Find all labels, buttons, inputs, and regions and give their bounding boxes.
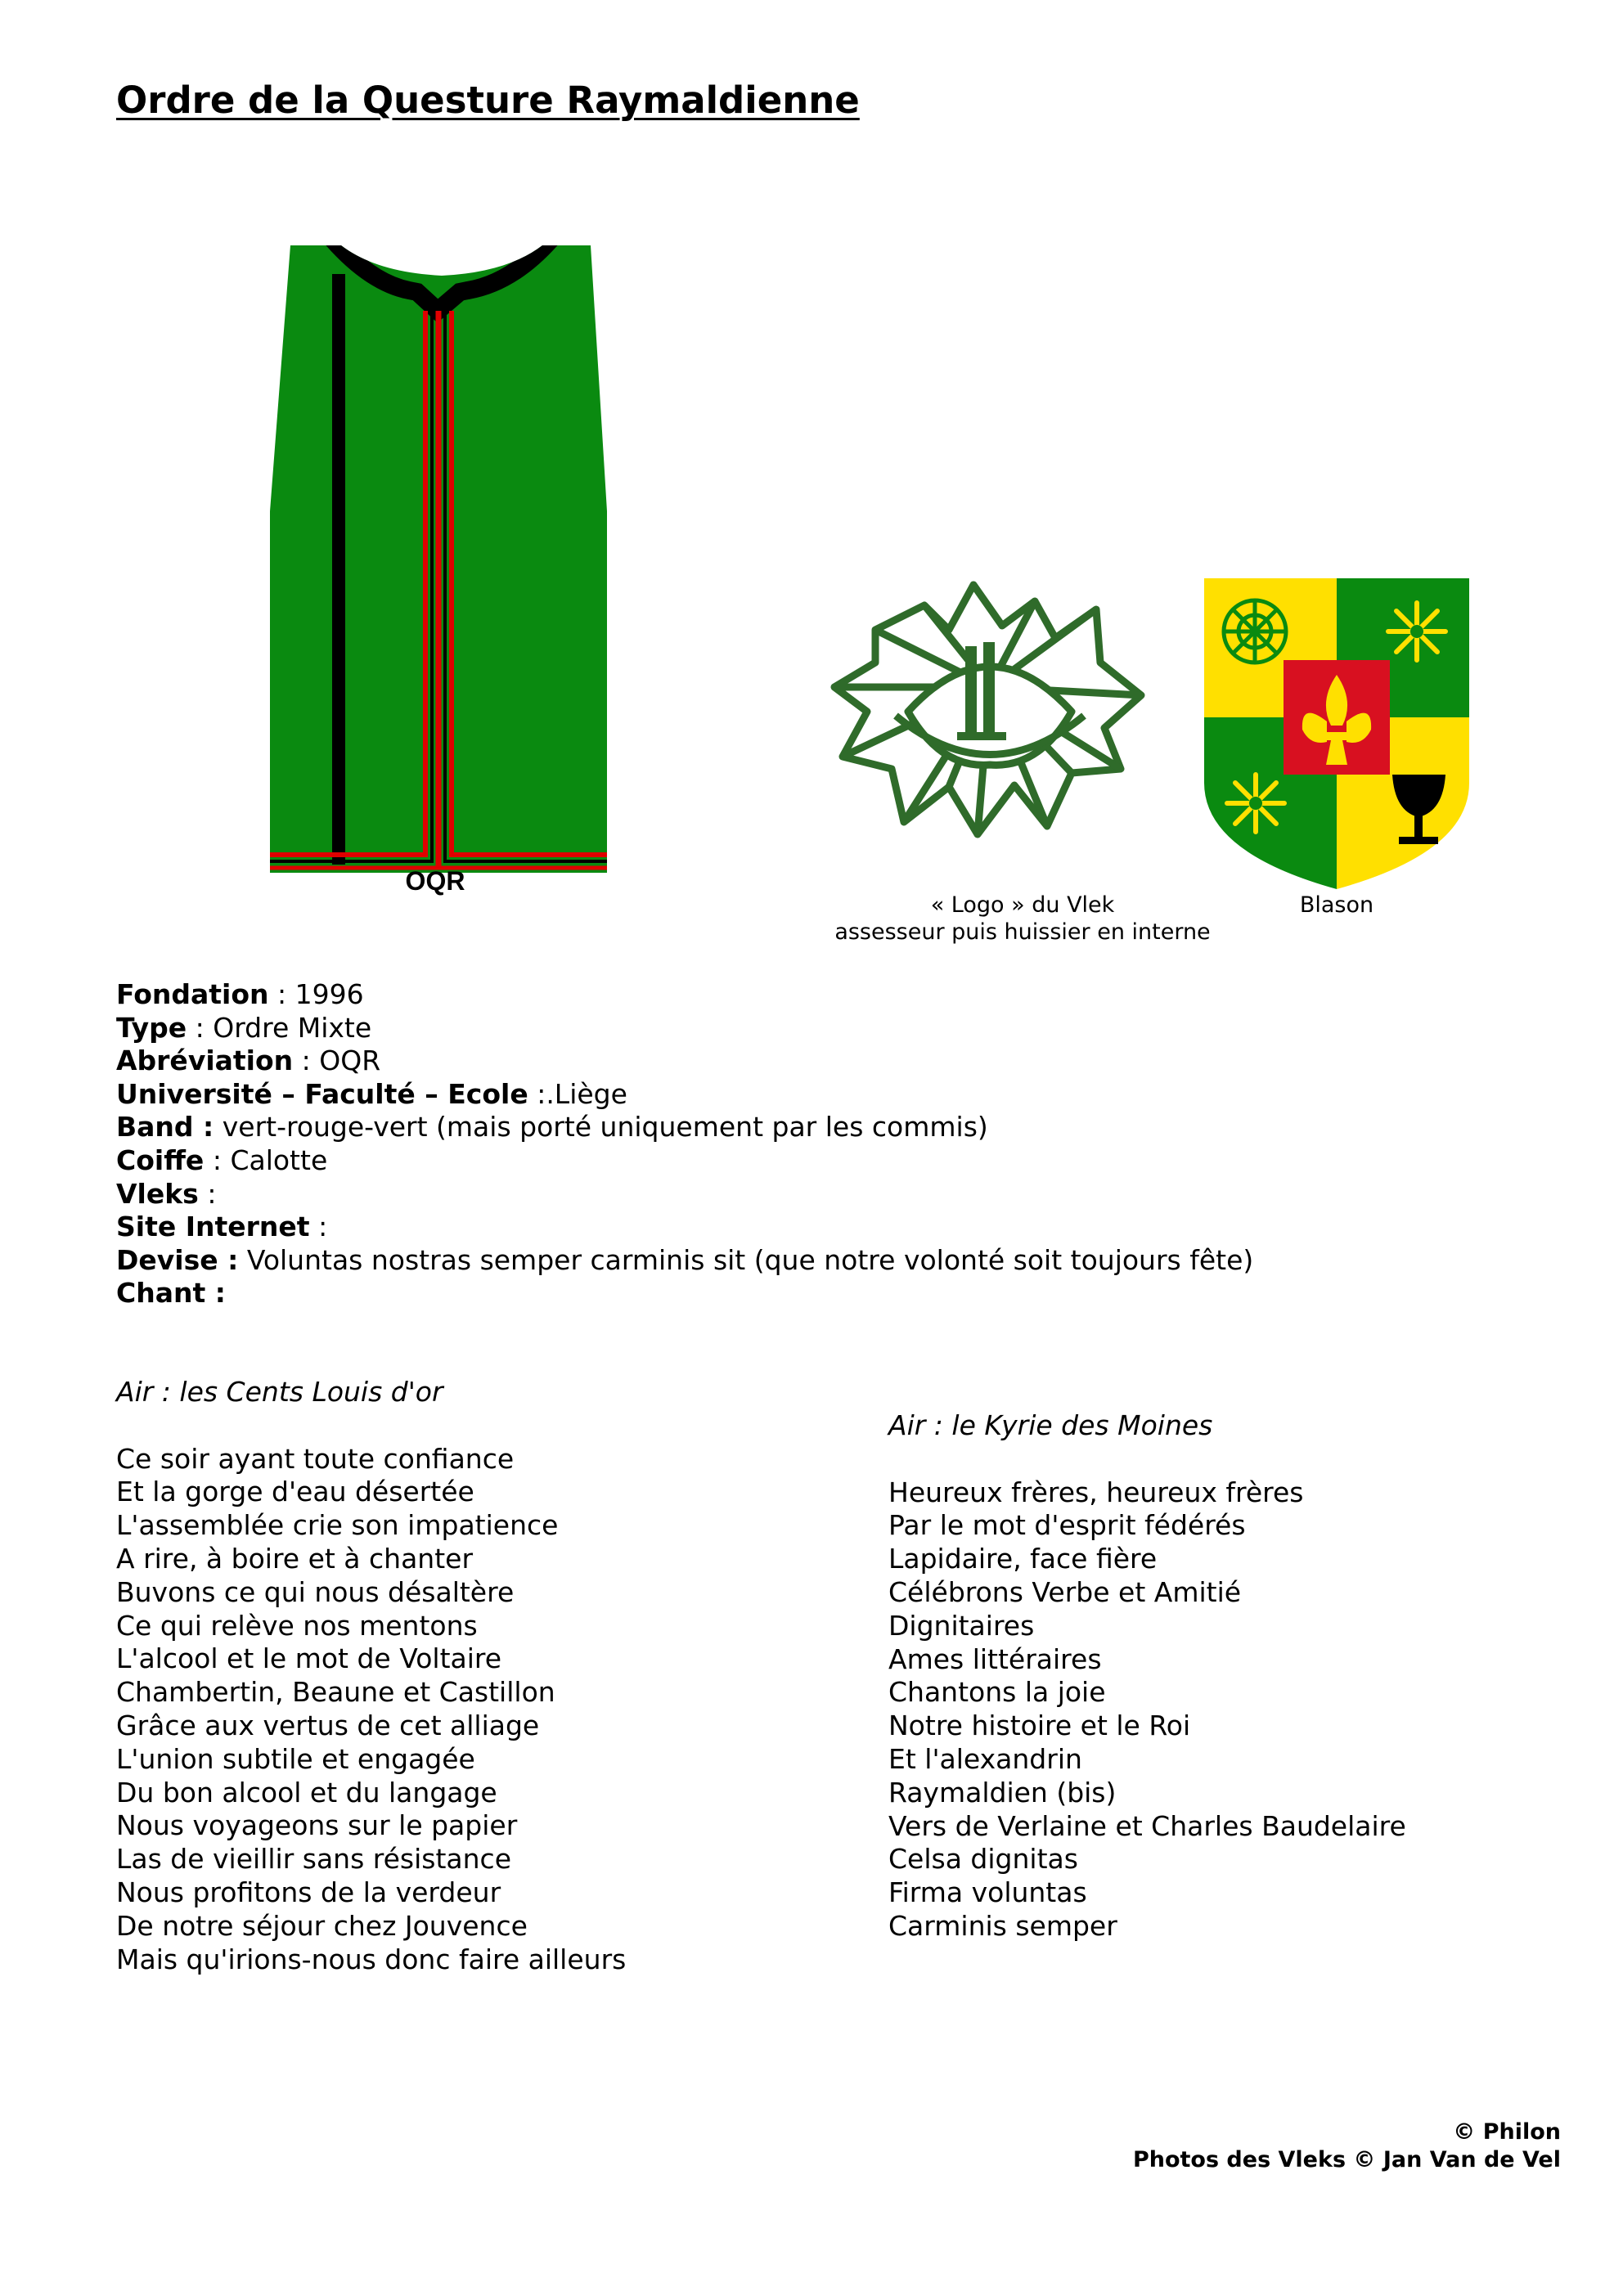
logo-caption	[818, 892, 1227, 946]
info-row-abreviation	[116, 1045, 1253, 1078]
info-row-coiffe	[116, 1144, 1253, 1178]
song-line: Firma voluntas	[888, 1876, 1087, 1909]
song-line: Et l'alexandrin	[888, 1742, 1082, 1775]
info-key: Abréviation	[116, 1045, 294, 1077]
logo-caption-line2: assesseur puis huissier en interne	[834, 919, 1211, 945]
song-line: Par le mot d'esprit fédérés	[888, 1509, 1246, 1542]
song-line: Nous profitons de la verdeur	[116, 1876, 501, 1908]
info-key: Coiffe	[116, 1144, 205, 1176]
info-value: .Liège	[546, 1077, 627, 1110]
song-left	[116, 1376, 626, 1976]
info-sep: :	[187, 1011, 214, 1044]
song-line: Carminis semper	[888, 1909, 1117, 1942]
page-title: Ordre de la Questure Raymaldienne	[116, 79, 860, 122]
footer-credits	[1133, 2119, 1561, 2174]
info-row-devise	[116, 1244, 1253, 1278]
song-line: Buvons ce qui nous désaltère	[116, 1575, 515, 1608]
info-sep: :	[293, 1045, 320, 1077]
logo-caption-line1: « Logo » du Vlek	[930, 892, 1115, 918]
info-row-vleks	[116, 1178, 1253, 1211]
song-line: Heureux frères, heureux frères	[888, 1476, 1304, 1508]
vest-image	[270, 233, 614, 896]
song-line: Notre histoire et le Roi	[888, 1710, 1191, 1742]
song-line: Celsa dignitas	[888, 1843, 1078, 1876]
song-line: L'assemblée crie son impatience	[116, 1509, 559, 1542]
song-left-air: Air : les Cents Louis d'or	[116, 1376, 443, 1408]
footer-line1: © Philon	[1453, 2119, 1561, 2145]
footer-line2: Photos des Vleks © Jan Van de Vel	[1132, 2147, 1561, 2172]
info-block	[116, 978, 1253, 1310]
info-key: Site Internet	[116, 1211, 310, 1243]
info-row-band	[116, 1111, 1253, 1144]
info-value: Calotte	[230, 1144, 328, 1176]
song-line: Célébrons Verbe et Amitié	[888, 1575, 1242, 1608]
info-row-chant	[116, 1277, 1253, 1310]
info-sep: :	[309, 1211, 328, 1243]
info-row-universite	[116, 1078, 1253, 1112]
song-line: L'union subtile et engagée	[116, 1742, 475, 1775]
info-key: Type	[116, 1011, 187, 1044]
song-line: Ce soir ayant toute confiance	[116, 1442, 515, 1475]
song-line: Et la gorge d'eau désertée	[116, 1476, 474, 1508]
song-right	[888, 1409, 1406, 1943]
info-value: vert-rouge-vert (mais porté uniquement par les commis)	[222, 1111, 988, 1144]
info-key: Université – Faculté – Ecole	[116, 1077, 528, 1110]
song-line: Vers de Verlaine et Charles Baudelaire	[888, 1809, 1406, 1842]
info-sep: :	[528, 1077, 546, 1110]
song-right-air: Air : le Kyrie des Moines	[888, 1409, 1213, 1441]
song-line: Nous voyageons sur le papier	[116, 1809, 518, 1842]
song-line: Grâce aux vertus de cet alliage	[116, 1709, 540, 1741]
info-key: Chant :	[116, 1277, 226, 1310]
blason-caption: Blason	[1299, 892, 1374, 918]
info-key: Fondation	[116, 978, 269, 1010]
song-line: Ce qui relève nos mentons	[116, 1609, 478, 1642]
song-line: A rire, à boire et à chanter	[116, 1542, 474, 1575]
info-key: Band :	[116, 1111, 214, 1144]
info-sep: :	[204, 1144, 231, 1176]
song-line: Dignitaires	[888, 1609, 1035, 1642]
info-value: 1996	[294, 978, 364, 1010]
song-line: Ames littéraires	[888, 1642, 1102, 1675]
blason-image	[1204, 578, 1469, 889]
info-key: Devise :	[116, 1243, 239, 1276]
song-line: De notre séjour chez Jouvence	[116, 1909, 528, 1942]
info-sep: :	[268, 978, 295, 1010]
info-row-type	[116, 1012, 1253, 1045]
info-value: OQR	[319, 1045, 381, 1077]
info-value: Ordre Mixte	[213, 1011, 372, 1044]
song-line: Mais qu'irions-nous donc faire ailleurs	[116, 1943, 627, 1975]
song-line: Chambertin, Beaune et Castillon	[116, 1676, 555, 1709]
info-value: Voluntas nostras semper carminis sit (que notre volonté soit toujours fête)	[246, 1243, 1254, 1276]
vest-label: OQR	[405, 866, 465, 896]
song-line: Du bon alcool et du langage	[116, 1776, 497, 1808]
info-row-site	[116, 1211, 1253, 1244]
vlek-logo-image	[826, 573, 1153, 851]
info-key: Vleks	[116, 1177, 199, 1210]
song-line: Chantons la joie	[888, 1676, 1106, 1709]
info-sep	[238, 1244, 247, 1276]
song-line: Raymaldien (bis)	[888, 1776, 1117, 1808]
song-line: Lapidaire, face fière	[888, 1543, 1158, 1575]
info-sep	[214, 1111, 223, 1143]
info-sep: :	[198, 1177, 217, 1210]
info-row-fondation	[116, 978, 1253, 1012]
song-line: L'alcool et le mot de Voltaire	[116, 1642, 502, 1675]
song-line: Las de vieillir sans résistance	[116, 1843, 511, 1876]
